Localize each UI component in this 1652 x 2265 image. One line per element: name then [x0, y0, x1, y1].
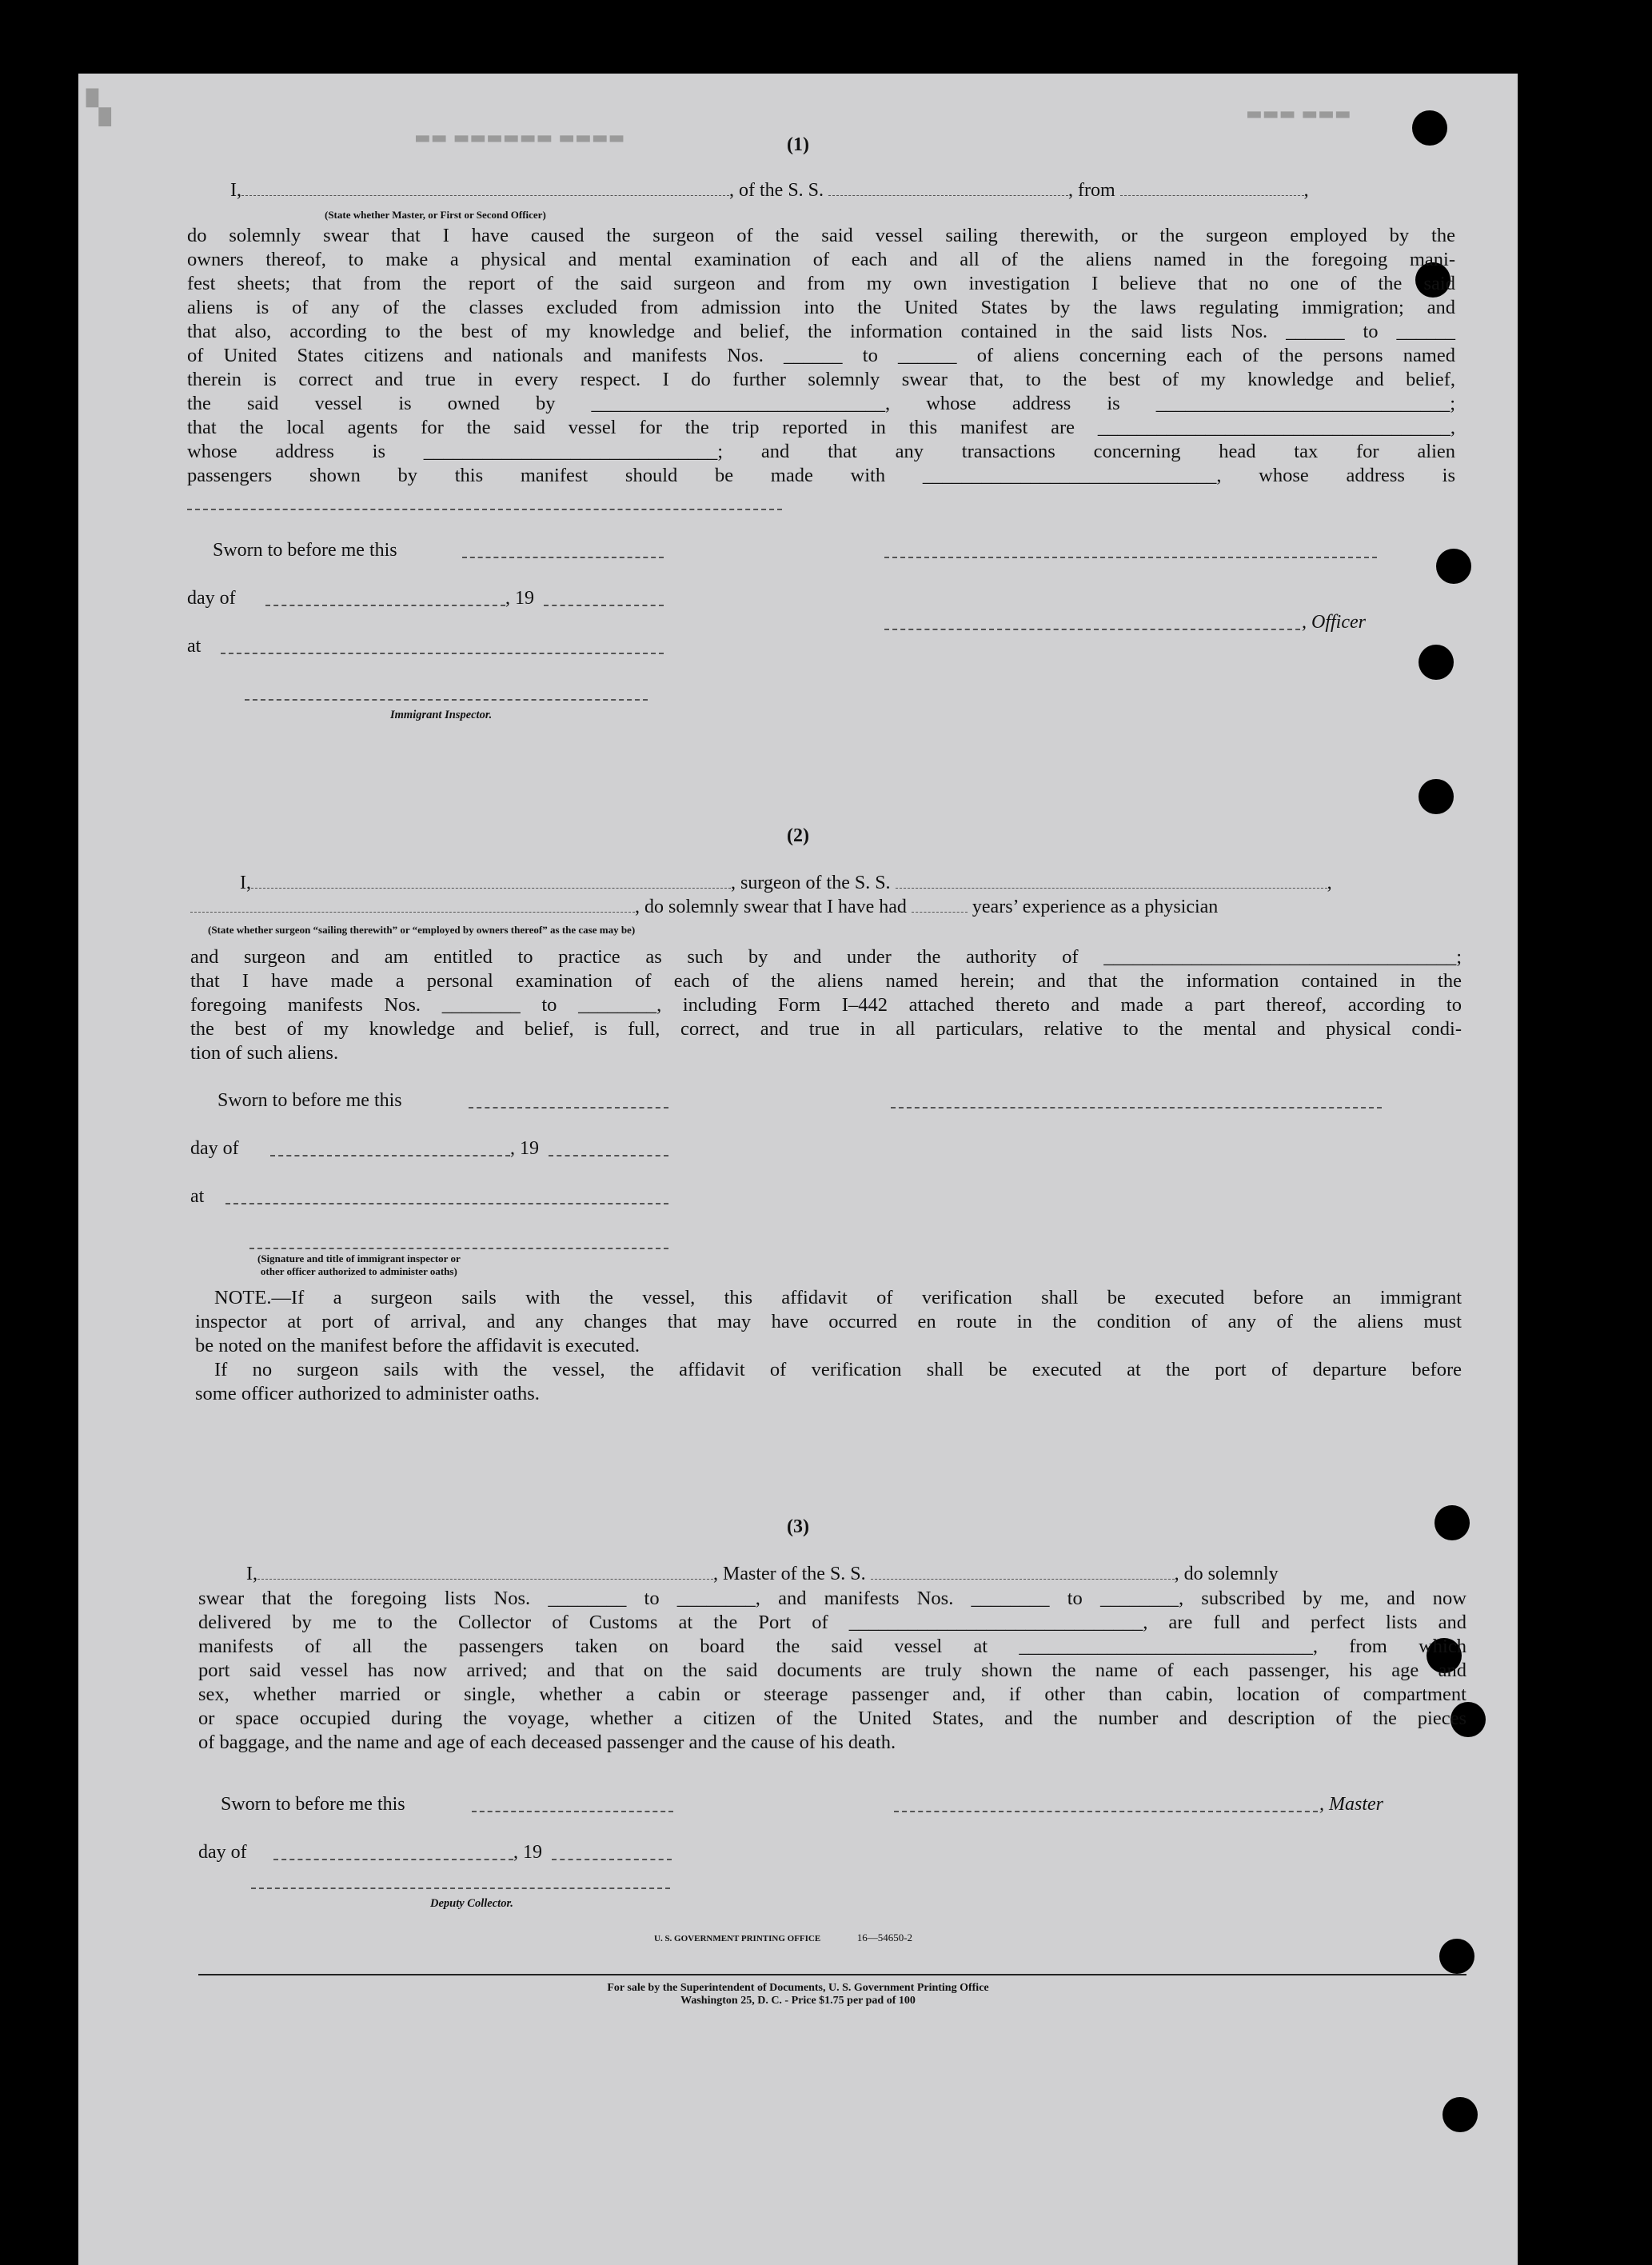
sworn-label: Sworn to before me this [221, 1794, 405, 1815]
sale-notice [78, 1982, 1518, 2007]
binder-hole [1419, 779, 1454, 814]
at-label: at [187, 636, 202, 657]
body-line: that I have made a personal examination of each of the aliens named herein; and that the information contained in the [190, 970, 1462, 992]
body-line: whose address is ______________________________; and that any transactions concerning head tax for alien [187, 441, 1455, 462]
master-signature-line[interactable] [894, 1811, 1318, 1812]
binder-hole [1436, 549, 1471, 584]
bleed-through-mark: ▚ [86, 90, 111, 126]
body-line: therein is correct and true in every respect. I do further solemnly swear that, to the best of my knowledge and belief, [187, 369, 1455, 390]
year-field[interactable] [552, 1859, 672, 1860]
day-of-label: day of [187, 588, 236, 609]
body-line: passengers shown by this manifest should be made with ______________________________, whose address is [187, 465, 1455, 486]
body-line: manifests of all the passengers taken on board the said vessel at ______________________________, from which [198, 1636, 1466, 1657]
section-1-body [187, 224, 1455, 488]
sale-notice-line: For sale by the Superintendent of Documents, U. S. Government Printing Office [607, 1982, 989, 1994]
sale-notice-line: Washington 25, D. C. - Price $1.75 per pad of 100 [680, 1995, 916, 2007]
note-line: some officer authorized to administer oaths. [195, 1383, 540, 1404]
surgeon-vessel-field[interactable] [896, 875, 1327, 889]
sworn-date-field[interactable] [472, 1811, 673, 1812]
body-line: sex, whether married or single, whether a cabin or steerage passenger and, if other than cabin, location of compartment [198, 1684, 1466, 1705]
collector-signature-line[interactable] [251, 1888, 670, 1889]
vessel-name-field[interactable] [828, 182, 1068, 196]
master-vessel-field[interactable] [871, 1566, 1175, 1580]
signature-note: (Signature and title of immigrant inspector or other officer authorized to administer oaths) [257, 1252, 461, 1277]
officer-instruction: (State whether Master, or First or Second Officer) [325, 209, 546, 221]
body-line: foregoing manifests Nos. ________ to ________, including Form I–442 attached thereto and made a part thereof, according to [190, 994, 1462, 1016]
at-place-field[interactable] [225, 1203, 668, 1204]
body-line: that also, according to the best of my knowledge and belief, the information contained in the said lists Nos. ______ to ______ [187, 321, 1455, 342]
note-line: inspector at port of arrival, and any changes that may have occurred en route in the condition of any of the aliens must [195, 1311, 1462, 1332]
master-label: , Master [1319, 1794, 1383, 1815]
section-1-number: (1) [787, 134, 809, 155]
binder-hole [1419, 645, 1454, 680]
signature-line[interactable] [884, 557, 1377, 558]
body-line: delivered by me to the Collector of Customs at the Port of ______________________________, are full and perfect lists and [198, 1612, 1466, 1633]
surgeon-experience-line: , do solemnly swear that I have had years’ experience as a physician [190, 896, 1218, 919]
body-line: the best of my knowledge and belief, is full, correct, and true in all particulars, relative to the mental and physical condi- [190, 1018, 1462, 1040]
body-line: port said vessel has now arrived; and that on the said documents are truly shown the name of each passenger, his age and [198, 1660, 1466, 1681]
section-2-number: (2) [787, 825, 809, 846]
body-line: owners thereof, to make a physical and mental examination of each and all of the aliens named in the foregoing mani- [187, 249, 1455, 270]
inspector-signature-line[interactable] [245, 699, 648, 701]
body-line: aliens is of any of the classes excluded from admission into the United States by the laws regulating immigration; and [187, 297, 1455, 318]
surgeon-name-field[interactable] [251, 875, 731, 889]
surgeon-line: I, , surgeon of the S. S. , [240, 873, 1332, 893]
note-line: be noted on the manifest before the affidavit is executed. [195, 1335, 640, 1356]
note-line: If no surgeon sails with the vessel, the affidavit of verification shall be executed at the port of departure before [214, 1359, 1462, 1380]
officer-name-field[interactable] [241, 182, 729, 196]
body-line: tion of such aliens. [190, 1042, 339, 1064]
surgeon-instruction: (State whether surgeon “sailing therewith” or “employed by owners thereof” as the case may be) [208, 924, 636, 936]
year-label: , 19 [513, 1842, 542, 1863]
section-3-body [198, 1587, 1466, 1755]
inspector-signature-line[interactable] [249, 1248, 668, 1249]
years-field[interactable] [912, 899, 968, 913]
year-label: , 19 [510, 1138, 539, 1159]
printing-office-label: U. S. GOVERNMENT PRINTING OFFICE [654, 1934, 821, 1943]
month-field[interactable] [273, 1859, 513, 1860]
month-field[interactable] [265, 605, 505, 606]
body-line: do solemnly swear that I have caused the surgeon of the said vessel sailing therewith, or the surgeon employed by the [187, 225, 1455, 246]
body-line: swear that the foregoing lists Nos. ________ to ________, and manifests Nos. ________ to ________, subscribed by me, and now [198, 1588, 1466, 1609]
section-2-body [190, 945, 1462, 1065]
footer-divider [198, 1974, 1466, 1975]
note-line: NOTE.—If a surgeon sails with the vessel, this affidavit of verification shall be executed before an immigrant [214, 1287, 1462, 1308]
officer-label: , Officer [1302, 612, 1366, 633]
section-3-number: (3) [787, 1516, 809, 1537]
bleed-through-mark: ▬▬ ▬▬▬▬▬▬ ▬▬▬▬ [414, 128, 625, 148]
body-line: fest sheets; that from the report of the said surgeon and from my own investigation I believe that no one of the said [187, 273, 1455, 294]
sworn-label: Sworn to before me this [217, 1090, 402, 1111]
printing-office-credit [654, 1926, 912, 1951]
body-line: of baggage, and the name and age of each deceased passenger and the cause of his death. [198, 1732, 896, 1753]
at-place-field[interactable] [221, 653, 664, 654]
form-code: 16—54650-2 [856, 1931, 913, 1943]
signature-line[interactable] [891, 1107, 1382, 1109]
bleed-through-mark: ▬▬▬ ▬▬▬ [1246, 104, 1351, 124]
day-of-label: day of [198, 1842, 247, 1863]
sworn-date-field[interactable] [462, 557, 664, 558]
month-field[interactable] [270, 1155, 510, 1156]
body-line: or space occupied during the voyage, whether a citizen of the United States, and the number and description of the pieces [198, 1708, 1466, 1729]
master-name-field[interactable] [257, 1566, 713, 1580]
body-line: the said vessel is owned by ______________________________, whose address is ______________________________; [187, 393, 1455, 414]
sworn-label: Sworn to before me this [213, 540, 397, 561]
body-line: of United States citizens and nationals and manifests Nos. ______ to ______ of aliens concerning each of the persons named [187, 345, 1455, 366]
form-page [78, 74, 1518, 2265]
year-label: , 19 [505, 588, 534, 609]
at-label: at [190, 1186, 205, 1207]
address-continuation-line[interactable] [187, 509, 782, 510]
officer-signature-line[interactable] [884, 629, 1300, 630]
body-line: that the local agents for the said vessel for the trip reported in this manifest are ____________________________________, [187, 417, 1455, 438]
binder-hole [1443, 2097, 1478, 2132]
day-of-label: day of [190, 1138, 239, 1159]
surgeon-status-field[interactable] [190, 899, 635, 913]
binder-hole [1439, 1939, 1474, 1974]
year-field[interactable] [549, 1155, 668, 1156]
surgeon-note [195, 1286, 1462, 1406]
master-line: I, , Master of the S. S. , do solemnly [246, 1564, 1279, 1584]
departure-port-field[interactable] [1120, 182, 1304, 196]
inspector-label: Immigrant Inspector. [390, 709, 493, 721]
year-field[interactable] [544, 605, 664, 606]
oath-officer-line: I, , of the S. S. , from , [230, 180, 1309, 201]
body-line: and surgeon and am entitled to practice as such by and under the authority of ____________________________________; [190, 946, 1462, 968]
sworn-date-field[interactable] [469, 1107, 668, 1109]
collector-label: Deputy Collector. [430, 1897, 513, 1910]
